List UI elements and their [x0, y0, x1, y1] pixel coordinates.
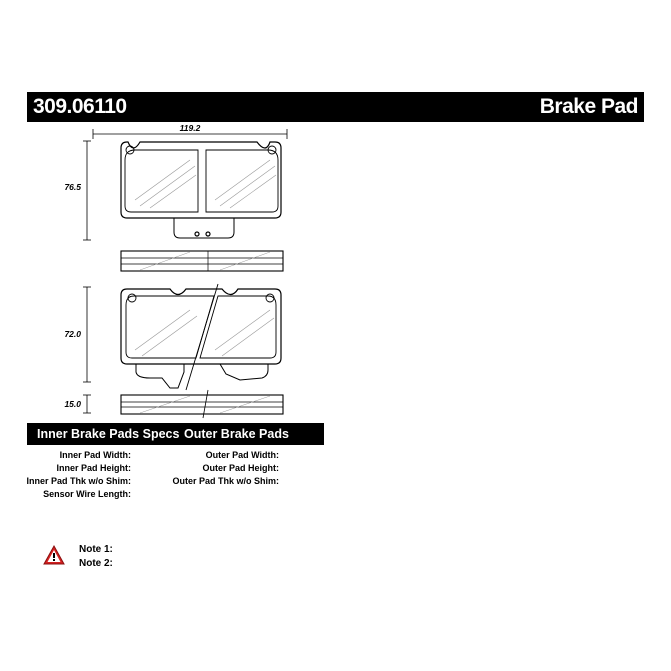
outer-pad-width-label: Outer Pad Width: — [205, 450, 279, 460]
inner-pad-thickness-label: Inner Pad Thk w/o Shim: — [26, 476, 131, 486]
product-type: Brake Pad — [539, 95, 638, 118]
thickness-dimension — [83, 395, 91, 413]
inner-height-label: 76.5 — [64, 182, 81, 192]
note-1-label: Note 1: — [79, 544, 113, 555]
width-label: 119.2 — [179, 123, 201, 133]
inner-height-dimension — [83, 141, 91, 240]
inner-pad-side — [121, 251, 283, 271]
outer-height-label: 72.0 — [64, 329, 81, 339]
inner-pad-top — [121, 142, 281, 238]
outer-height-dimension — [83, 287, 91, 382]
outer-pad-top — [121, 284, 281, 390]
note-2-label: Note 2: — [79, 558, 113, 569]
outer-pad-side — [121, 390, 283, 418]
outer-pad-height-label: Outer Pad Height: — [202, 463, 279, 473]
outer-specs-heading: Outer Brake Pads Specs — [184, 427, 289, 463]
warning-triangle-icon — [42, 544, 66, 566]
inner-specs-heading: Inner Brake Pads Specs — [37, 427, 180, 441]
part-number: 309.06110 — [33, 95, 127, 118]
inner-pad-height-label: Inner Pad Height: — [56, 463, 131, 473]
thickness-label: 15.0 — [64, 399, 81, 409]
outer-pad-thickness-label: Outer Pad Thk w/o Shim: — [172, 476, 279, 486]
sensor-wire-length-label: Sensor Wire Length: — [43, 489, 131, 499]
inner-pad-width-label: Inner Pad Width: — [59, 450, 131, 460]
